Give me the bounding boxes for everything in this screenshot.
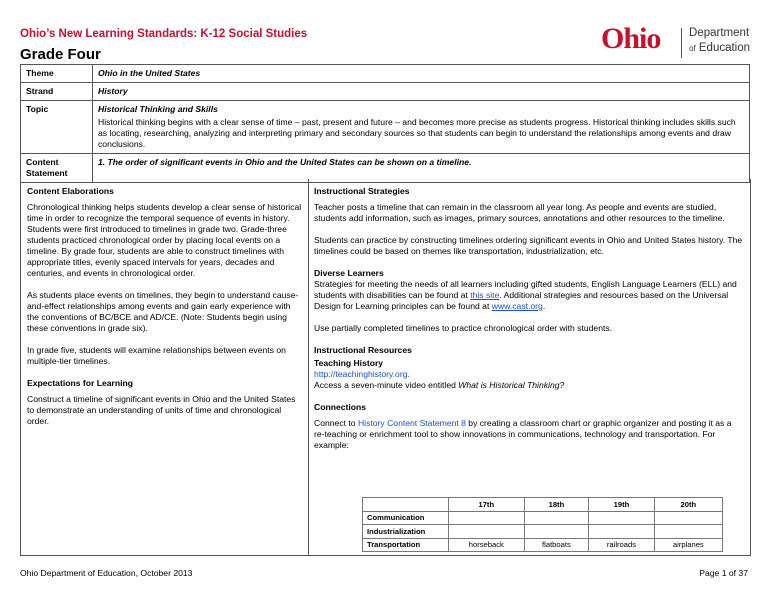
standard-meta-table — [20, 64, 750, 183]
teaching-history-subheading: Teaching History — [314, 358, 384, 368]
elaborations-paragraph-2: As students place events on timelines, they begin to understand cause-and-effect relationships among events and gain early experience with the conventions of BC/BCE and AD/CE. (Note: Students begin using these conventions in grade six). — [27, 290, 299, 333]
column-divider — [308, 179, 309, 555]
document-title: Grade Four — [20, 46, 101, 63]
table-row — [363, 511, 723, 525]
logo-dept-of: of — [689, 44, 696, 53]
elaborations-heading: Content Elaborations — [27, 186, 114, 196]
diverse-learners-paragraph-2: Use partially completed timelines to practice chronological order with students. — [314, 323, 613, 333]
innovations-table — [362, 497, 723, 552]
table-header-row — [363, 498, 723, 512]
strategies-heading: Instructional Strategies — [314, 186, 410, 196]
logo-dept-line1: Department — [689, 27, 750, 39]
diverse-learners-paragraph: Strategies for meeting the needs of all learners including gifted students, English Language Learners (ELL) and students with disabilities can be found at this site. Additional strategies and resources based on the Universal Design for Learning principles can be found at www.cast.org. — [314, 279, 737, 311]
strategies-paragraph-2: Students can practice by constructing timelines ordering significant events in Ohio and United States history. The timelines could be based on themes like transportation, industrialization, etc. — [314, 235, 743, 256]
topic-label: Topic — [21, 101, 93, 154]
table-cell: horseback — [449, 538, 525, 552]
cast-org-link[interactable]: www.cast.org — [491, 301, 543, 311]
row-header: Industrialization — [363, 525, 449, 539]
expectations-paragraph: Construct a timeline of significant events in Ohio and the United States to demonstrate an understanding of units of time and chronological order. — [27, 394, 296, 426]
history-content-statement-link[interactable]: History Content Statement 8 — [357, 418, 466, 428]
instructional-column — [314, 186, 744, 550]
table-row — [363, 538, 723, 552]
strand-label: Strand — [21, 83, 93, 101]
theme-label: Theme — [21, 65, 93, 83]
strand-value: History — [93, 83, 750, 101]
topic-value: Historical Thinking and Skills — [98, 104, 218, 114]
topic-description: Historical thinking begins with a clear sense of time – past, present and future – and becomes more precise as students progress. Historical thinking includes skills such as locating, researching, analyzing and interpreting primary and secondary sources so that students can begin to understand the relationships among events and draw conclusions. — [98, 117, 736, 149]
column-header: 20th — [654, 498, 722, 512]
logo-department — [689, 26, 750, 56]
teaching-history-link[interactable]: http://teachinghistory.org. — [314, 369, 410, 379]
row-header: Transportation — [363, 538, 449, 552]
footer-publisher: Ohio Department of Education, October 2013 — [20, 568, 193, 578]
document-subtitle: Ohio’s New Learning Standards: K-12 Social Studies — [20, 28, 308, 40]
content-statement-value: 1. The order of significant events in Ohio and the United States can be shown on a timeline. — [93, 154, 750, 183]
table-cell: airplanes — [654, 538, 722, 552]
strand-row — [21, 83, 750, 101]
this-site-link[interactable]: this site — [470, 290, 500, 300]
table-cell: railroads — [589, 538, 654, 552]
ohio-education-logo — [601, 22, 751, 64]
resources-heading: Instructional Resources — [314, 345, 412, 355]
table-cell: flatboats — [524, 538, 589, 552]
content-label: Content — [26, 157, 59, 167]
resources-paragraph: Access a seven-minute video entitled What is Historical Thinking? — [314, 380, 565, 390]
theme-row — [21, 65, 750, 83]
column-header: 17th — [449, 498, 525, 512]
expectations-heading: Expectations for Learning — [27, 378, 134, 388]
logo-divider — [681, 28, 682, 58]
column-header: 18th — [524, 498, 589, 512]
diverse-learners-heading: Diverse Learners — [314, 268, 384, 278]
theme-value: Ohio in the United States — [93, 65, 750, 83]
statement-label: Statement — [26, 168, 68, 178]
row-header: Communication — [363, 511, 449, 525]
footer-page-number: Page 1 of 37 — [699, 568, 748, 578]
content-body — [20, 179, 751, 556]
table-row — [363, 525, 723, 539]
strategies-paragraph-1: Teacher posts a timeline that can remain in the classroom all year long. As people and events are studied, students add information, such as images, primary sources, annotations and other resources to the timeline. — [314, 202, 725, 223]
topic-row — [21, 101, 750, 154]
content-elaborations-column — [27, 186, 302, 427]
connections-paragraph: Connect to History Content Statement 8 by creating a classroom chart or graphic organizer and posting it as a re-teaching or enrichment tool to show innovations in communications, technology and transportation. For example: — [314, 418, 732, 450]
elaborations-paragraph-3: In grade five, students will examine relationships between events on multiple-tier timelines. — [27, 345, 286, 366]
logo-word: Ohio — [601, 22, 661, 55]
elaborations-paragraph-1: Chronological thinking helps students develop a clear sense of historical time in order to recognize the temporal sequence of events in history. Students were first introduced to timelines in grade two. Grade-three students practiced chronological order by placing local events on a timeline. By grade four, students are able to construct timelines with appropriate titles, evenly spaced intervals for years, decades and centuries, and events in chronological order. — [27, 202, 302, 278]
logo-dept-line2: Education — [698, 42, 751, 54]
column-header: 19th — [589, 498, 654, 512]
connections-heading: Connections — [314, 402, 367, 412]
